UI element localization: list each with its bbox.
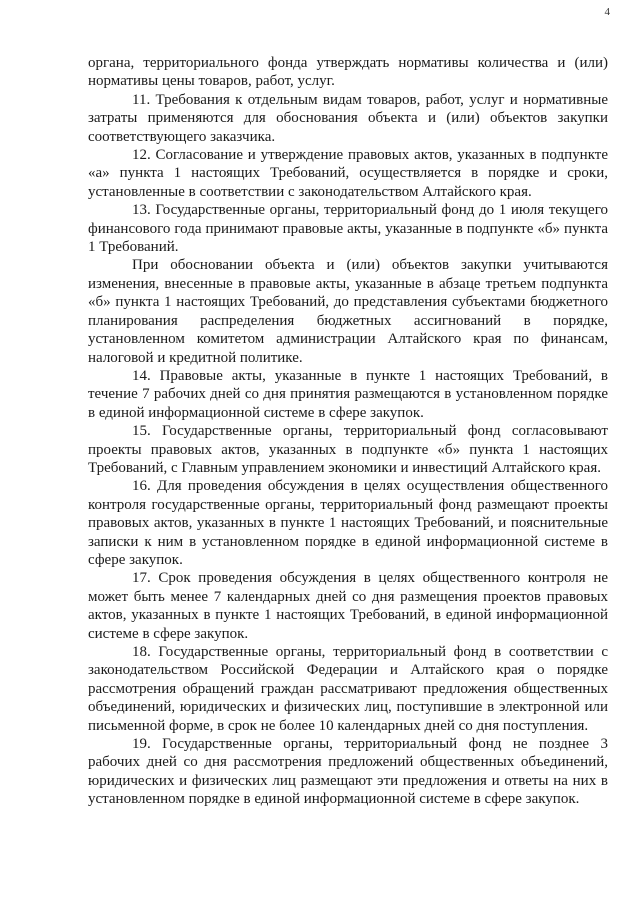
paragraph-continuation: органа, территориального фонда утверждать нормативы количества и (или) нормативы цены товаров, работ, услуг. <box>88 55 608 90</box>
paragraph-item-15: 15. Государственные органы, территориальный фонд согласовывают проекты правовых актов, указанных в подпункте «б» пункта 1 настоящих Требований, с Главным управлением экономики и инвестиций Алтайского края. <box>88 423 608 476</box>
document-body <box>88 54 608 809</box>
paragraph-item-16: 16. Для проведения обсуждения в целях осуществления общественного контроля государственные органы, территориальный фонд размещают проекты правовых актов, указанных в пункте 1 настоящих Требований, и пояснительные записки к ним в установленном порядке в единой информационной системе в сфере закупок. <box>88 478 608 568</box>
page-number: 4 <box>604 6 610 18</box>
paragraph-item-11: 11. Требования к отдельным видам товаров, работ, услуг и нормативные затраты применяются для обоснования объекта и (или) объектов закупки соответствующего заказчика. <box>88 91 608 145</box>
paragraph-item-13: 13. Государственные органы, территориальный фонд до 1 июля текущего финансового года принимают правовые акты, указанные в подпункте «б» пункта 1 Требований. <box>88 202 608 256</box>
paragraph-item-19: 19. Государственные органы, территориальный фонд не позднее 3 рабочих дней со дня рассмотрения предложений общественных объединений, юридических и физических лиц размещают эти предложения и ответы на них в установленном порядке в единой информационной системе в сфере закупок. <box>88 736 608 808</box>
paragraph-item-18: 18. Государственные органы, территориальный фонд в соответствии с законодательством Российской Федерации и Алтайского края о порядке рассмотрения обращений граждан рассматривают предложения общественных объединений, юридических и физических лиц, поступившие в электронной или письменной форме, в срок не более 10 календарных дней со дня поступления. <box>88 644 608 734</box>
paragraph-item-12: 12. Согласование и утверждение правовых актов, указанных в подпункте «а» пункта 1 настоящих Требований, осуществляется в порядке и сроки, установленные в соответствии с законодательством Алтайского края. <box>88 147 608 200</box>
paragraph-item-14: 14. Правовые акты, указанные в пункте 1 настоящих Требований, в течение 7 рабочих дней со дня принятия размещаются в установленном порядке в единой информационной системе в сфере закупок. <box>88 367 608 421</box>
paragraph-item-13-subparagraph: При обосновании объекта и (или) объектов закупки учитываются изменения, внесенные в правовые акты, указанные в абзаце третьем подпункта «б» пункта 1 настоящих Требований, до представления субъектами бюджетного планирования распределения бюджетных ассигнований в порядке, установленном комитетом администрации Алтайского края по финансам, налоговой и кредитной политике. <box>88 257 608 366</box>
paragraph-item-17: 17. Срок проведения обсуждения в целях общественного контроля не может быть менее 7 календарных дней со дня размещения проектов правовых актов, указанных в пункте 1 настоящих Требований, в единой информационной системе в сфере закупок. <box>88 570 608 642</box>
